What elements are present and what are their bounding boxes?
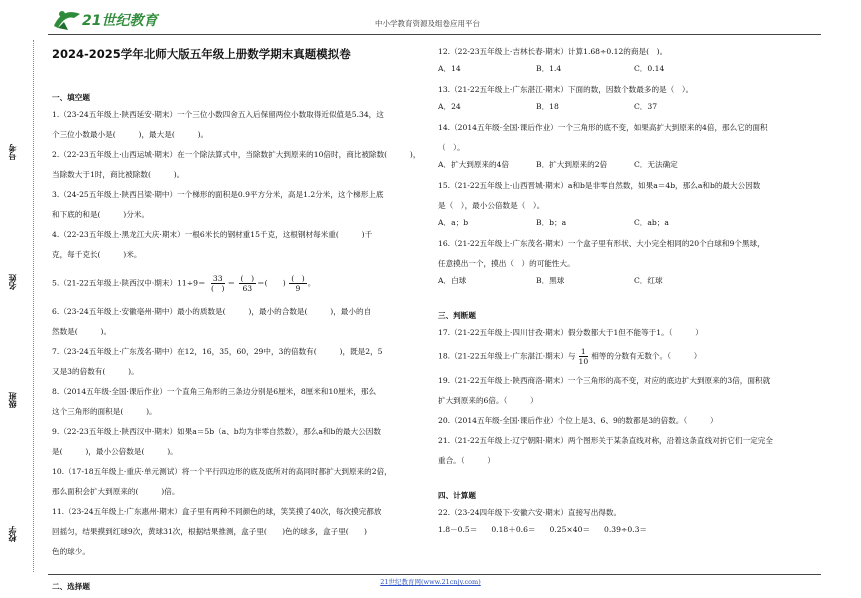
question-13-options: A．24 B．18 C．37 [438, 102, 658, 111]
question-15: 15.（21-22五年级上·山西晋城·期末）a和b是非零自然数，如果a＝4b，那么a和b的最大公因数 是（ ），最小公倍数是（ ）。 [438, 181, 761, 210]
binding-line [33, 40, 34, 572]
question-10: 10.（17-18五年级上·重庆·单元测试）将一个平行四边形的底及底所对的高同时都扩大到原来的2倍， 那么面积会扩大到原来的( )倍。 [52, 467, 392, 496]
question-14: 14.（2014五年级·全国·课后作业）一个三角形的底不变，如果高扩大到原来的4倍，那么它的面积 （ ）。 [438, 123, 768, 152]
left-column [52, 46, 422, 598]
question-7: 7.（23-24五年级上·广东茂名·期中）在12，16，35，60，29中，3的倍数有( )，既是2，5 又是3的倍数有( )。 [52, 347, 383, 376]
question-2: 2.（22-23五年级上·山西运城·期末）在一个除法算式中，当除数扩大到原来的10倍时，商比被除数( )， 当除数大于1时，商比被除数( )。 [52, 150, 421, 179]
fraction-2: $\frac{( )}{63}$ [240, 274, 255, 293]
question-22-items: 1.8－0.5＝ 0.18＋0.6＝ 0.25×40＝ 0.39÷0.3＝ [438, 525, 647, 534]
question-1: 1.（23-24五年级上·陕西延安·期末）一个三位小数四舍五入后保留两位小数取得近似值是5.34，这 个三位小数最小是( )，最大是( )。 [52, 110, 384, 139]
header-site-name: 中小学教育资源及组卷应用平台 [375, 19, 480, 28]
question-8: 8.（2014五年级·全国·课后作业）一个直角三角形的三条边分别是6厘米，8厘米和10厘米，那么 这个三角形的面积是( )。 [52, 387, 377, 416]
question-19: 19.（21-22五年级上·陕西商洛·期末）一个三角形的高不变，对应的底边扩大到原来的3倍，面积就 扩大到原来的6倍。（ ） [438, 376, 771, 405]
footer-rule [48, 574, 821, 575]
side-label-class: 级班 [7, 392, 17, 408]
question-16-options: A．白球 B．黑球 C．红球 [438, 276, 663, 285]
section-calc-heading: 四、计算题 [438, 491, 476, 500]
fraction-3: $\frac{( )}{9}$ [291, 274, 305, 293]
question-17: 17.（21-22五年级上·四川甘孜·期末）假分数都大于1但不能等于1。（ ） [438, 328, 703, 337]
question-13: 13.（21-22五年级上·广东湛江·期末）下面的数，因数个数最多的是（ ）。 [438, 85, 694, 94]
side-label-exam-number: 号考 [7, 144, 17, 160]
question-15-options: A．a；b B．b；a C．ab；a [438, 218, 669, 227]
header-rule [48, 34, 821, 35]
question-18: 18.（21-22五年级上·广东湛江·期末）与 $\frac{1}{10}$ 相等的分数有无数个。（ ） [438, 347, 702, 366]
question-9: 9.（22-23五年级上·陕西汉中·期末）如果a＝5b（a、b均为非零自然数），那么a和b的最大公因数 是( )，最小公倍数是( )。 [52, 427, 381, 456]
question-22: 22.（23-24四年级下·安徽六安·期末）直接写出得数。 [438, 508, 622, 517]
question-11: 11.（23-24五年级上·广东惠州·期末）盒子里有两种不同颜色的球，笑笑摸了40次，每次摸完都放 回摇匀，结果摸到红球9次，黄球31次，根据结果推测，盒子里( )色的球多，盒子里( ) 色的球少。 [52, 507, 382, 556]
side-label-name: 名姓 [7, 274, 17, 290]
question-16: 16.（21-22五年级上·广东茂名·期末）一个盒子里有形状、大小完全相同的20个白球和9个黑球， 任意摸出一个，摸出（ ）的可能性大。 [438, 239, 765, 268]
question-14-options: A．扩大到原来的4倍 B．扩大到原来的2倍 C．无法确定 [438, 160, 678, 169]
question-20: 20.（2014五年级·全国·课后作业）个位上是3、6、9的数都是3的倍数。（ ） [438, 416, 718, 425]
fraction-one-tenth: $\frac{1}{10}$ [578, 347, 589, 366]
question-4: 4.（22-23五年级上·黑龙江大庆·期末）一根6米长的钢材重15千克，这根钢材每米重( )千 克，每千克长( )米。 [52, 230, 373, 259]
footer-link[interactable]: 21世纪教育网(www.21cnjy.com) [380, 578, 481, 586]
question-12-options: A．14 B．1.4 C．0.14 [438, 64, 665, 73]
right-column [438, 46, 822, 535]
fraction-1: $\frac{33}{( )}$ [210, 274, 225, 293]
section-judge-heading: 三、判断题 [438, 311, 476, 320]
question-12: 12.（22-23五年级上·吉林长春·期末）计算1.68÷0.12的商是( )。 [438, 47, 668, 56]
question-21: 21.（21-22五年级上·辽宁朝阳·期末）两个图形关于某条直线对称，沿着这条直线对折它们一定完全 重合。（ ） [438, 436, 773, 465]
question-5: 5.（21-22五年级上·陕西汉中·期末）11÷9＝ $\frac{33}{( )}$ ＝ $\frac{( )}{63}$ ＝( ) $\frac{( )}{9}$ 。 [52, 274, 316, 293]
logo-text: 21世纪教育 [82, 13, 158, 29]
section-choice-heading: 二、选择题 [52, 582, 90, 591]
question-3: 3.（24-25五年级上·陕西吕梁·期中）一个梯形的面积是0.9平方分米，高是1.2分米，这个梯形上底 和下底的和是( )分米。 [52, 190, 384, 219]
question-6: 6.（23-24五年级上·安徽亳州·期中）最小的质数是( )，最小的合数是( )，最小的自 然数是( )。 [52, 307, 372, 336]
section-fill-heading: 一、填空题 [52, 93, 90, 102]
side-label-school: 校学 [7, 526, 17, 542]
student-info-strip [0, 36, 26, 576]
site-logo [50, 6, 168, 34]
page-title: 2024-2025学年北师大版五年级上册数学期末真题模拟卷 [52, 47, 351, 61]
